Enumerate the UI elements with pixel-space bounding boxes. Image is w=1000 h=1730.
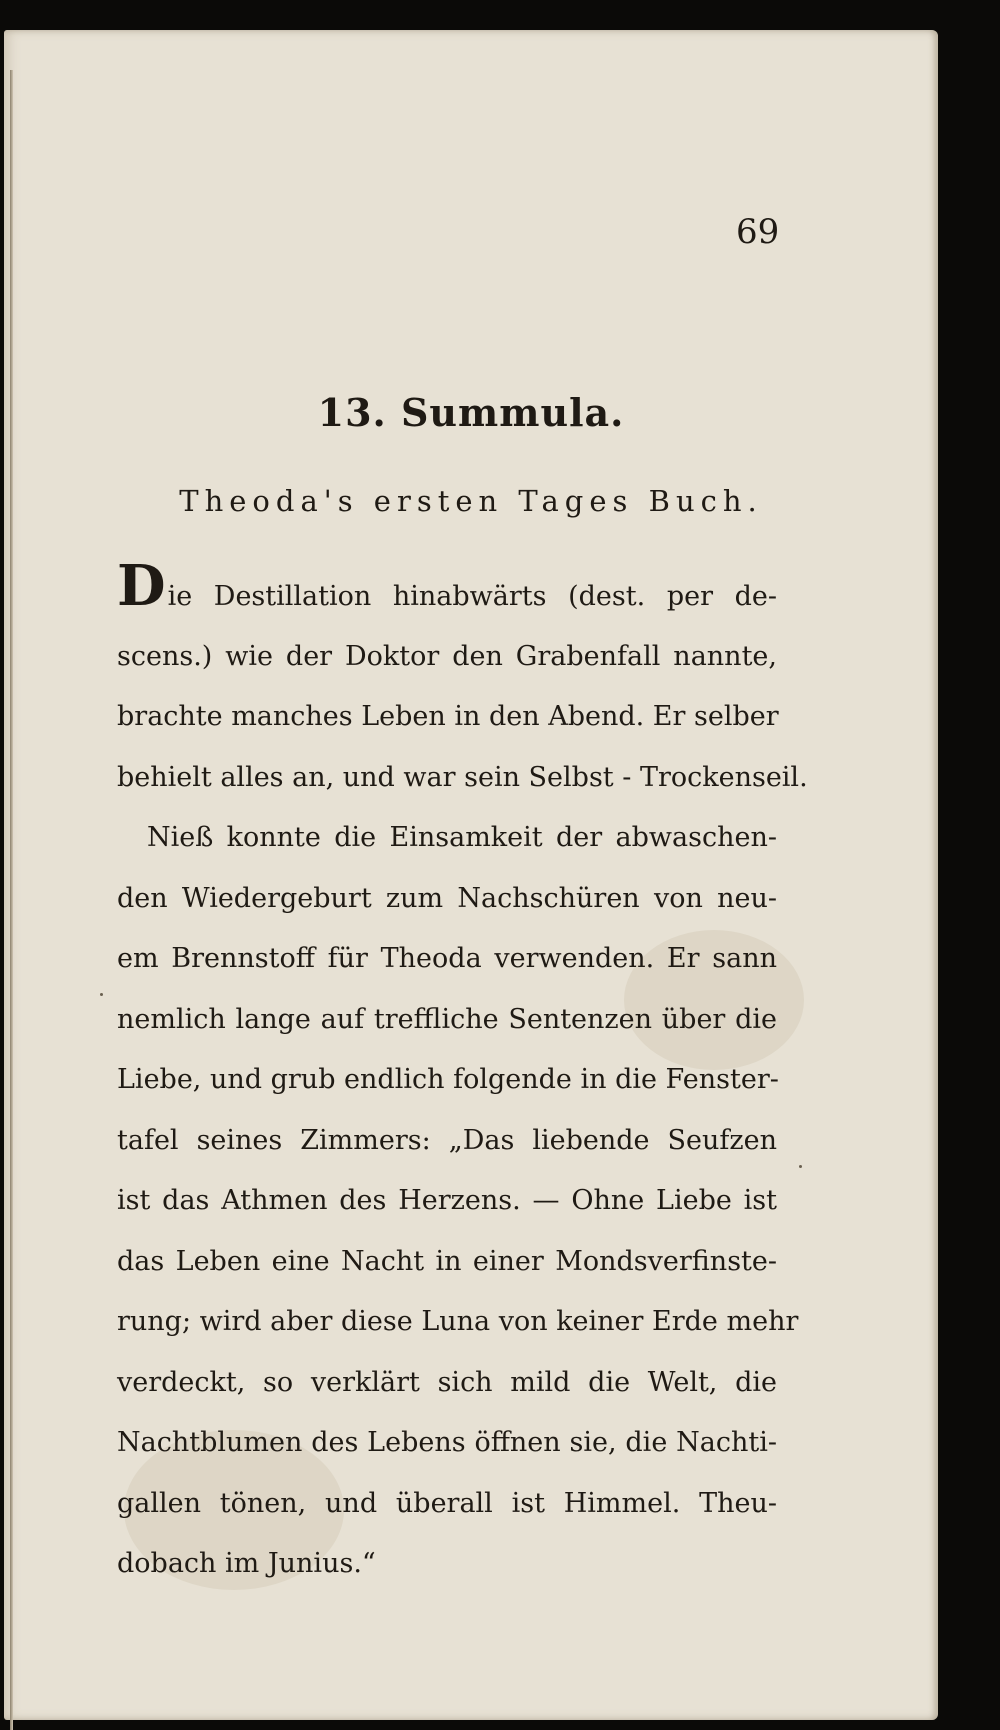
text-line: dobach im Junius.“ <box>117 1548 376 1579</box>
section-subtitle: Theoda's ersten Tages Buch. <box>179 484 763 518</box>
text-line: scens.) wie der Doktor den Grabenfall nannte, <box>117 640 777 672</box>
text-line: em Brennstoff für Theoda verwenden. Er sann <box>117 943 777 974</box>
text-line <box>117 553 777 627</box>
book-page <box>4 30 938 1720</box>
body-text <box>117 553 808 1595</box>
text-line: ist das Athmen des Herzens. — Ohne Liebe ist <box>117 1185 777 1216</box>
paper-speck <box>100 993 103 996</box>
text-line: brachte manches Leben in den Abend. Er selber <box>117 701 779 732</box>
text-line: gallen tönen, und überall ist Himmel. Theu- <box>117 1487 777 1519</box>
page-number: 69 <box>736 212 780 252</box>
text-line: behielt alles an, und war sein Selbst - Trockenseil. <box>117 761 808 793</box>
text-line: den Wiedergeburt zum Nachschüren von neu- <box>117 882 777 914</box>
chapter-title: 13. Summula. <box>317 390 625 435</box>
drop-cap: D <box>117 553 166 619</box>
text-line: Liebe, und grub endlich folgende in die Fenster- <box>117 1064 779 1095</box>
text-line: Nachtblumen des Lebens öffnen sie, die Nachti- <box>117 1427 777 1458</box>
text-line: das Leben eine Nacht in einer Mondsverfinste- <box>117 1245 777 1277</box>
text-line-content: ie Destillation hinabwärts (dest. per de- <box>167 581 777 612</box>
text-line: verdeckt, so verklärt sich mild die Welt, die <box>117 1366 777 1398</box>
text-line: nemlich lange auf treffliche Sentenzen über die <box>117 1003 777 1035</box>
page-gutter <box>10 70 13 1730</box>
text-line: rung; wird aber diese Luna von keiner Erde mehr <box>117 1306 799 1337</box>
paper-speck <box>799 1165 802 1168</box>
text-line: Nieß konnte die Einsamkeit der abwaschen- <box>147 822 777 853</box>
text-line: tafel seines Zimmers: „Das liebende Seufzen <box>117 1124 777 1156</box>
